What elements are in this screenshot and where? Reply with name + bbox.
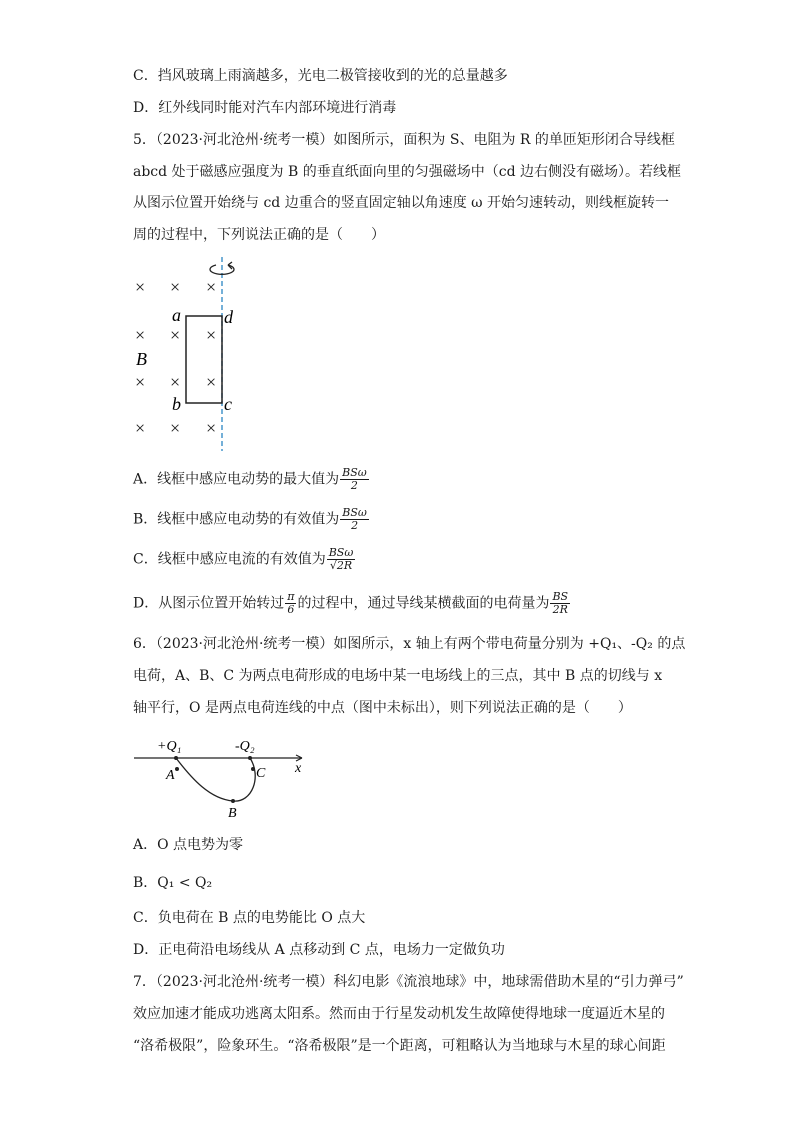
q5-stem-line-1: 5．（2023·河北沧州·统考一模）如图所示，面积为 S、电阻为 R 的单匝矩形闭合导线框 — [133, 132, 675, 148]
q6-stem-line-3: 轴平行，O 是两点电荷连线的中点（图中未标出），则下列说法正确的是（ ） — [133, 700, 632, 716]
charge-q1-label: +Q₁ — [157, 739, 182, 754]
q5-option-d: D．从图示位置开始转过 $\frac{\pi}{6}$ 的过程中，通过导线某横截面的电荷量为 $\frac{BS}{2R}$ — [133, 590, 569, 616]
q5-stem-line-2: abcd 处于磁感应强度为 B 的垂直纸面向里的匀强磁场中（cd 边右侧没有磁场）。若线框 — [133, 164, 682, 180]
point-B — [231, 799, 235, 803]
label-b: b — [172, 394, 181, 414]
q4-option-c: C．挡风玻璃上雨滴越多，光电二极管接收到的光的总量越多 — [133, 68, 508, 84]
q5-stem-line-3: 从图示位置开始绕与 cd 边重合的竖直固定轴以角速度 ω 开始匀速转动，则线框旋转一 — [133, 195, 670, 211]
cross-mark: × — [135, 277, 146, 297]
cross-mark: × — [206, 325, 217, 345]
x-axis-label: x — [295, 761, 302, 776]
q5-option-c: C．线框中感应电流的有效值为 $\frac{\text{BSω}}{√2R}$ — [133, 546, 354, 572]
point-C-label: C — [256, 766, 266, 781]
cross-mark: × — [206, 418, 217, 438]
cross-mark: × — [170, 418, 181, 438]
point-C — [251, 767, 255, 771]
q6-option-a: A．O 点电势为零 — [133, 837, 244, 853]
label-c: c — [224, 394, 232, 414]
q6-option-b: B．Q₁ < Q₂ — [133, 875, 213, 891]
q5-figure-magnetic-field — [128, 255, 258, 455]
label-B: B — [136, 349, 147, 369]
cross-mark: × — [206, 277, 217, 297]
q6-stem-line-2: 电荷，A、B、C 为两点电荷形成的电场中某一电场线上的三点，其中 B 点的切线与 x — [133, 668, 663, 684]
q4-option-d: D．红外线同时能对汽车内部环境进行消毒 — [133, 100, 397, 116]
q7-stem-line-3: “洛希极限”，险象环生。“洛希极限”是一个距离，可粗略认为当地球与木星的球心间距 — [133, 1038, 666, 1054]
q6-stem-line-1: 6．（2023·河北沧州·统考一模）如图所示，x 轴上有两个带电荷量分别为 +Q₁、-Q₂ 的点 — [133, 636, 686, 652]
point-A-label: A — [166, 768, 175, 783]
q6-option-d: D．正电荷沿电场线从 A 点移动到 C 点，电场力一定做负功 — [133, 942, 505, 958]
cross-mark: × — [206, 372, 217, 392]
q7-stem-line-1: 7．（2023·河北沧州·统考一模）科幻电影《流浪地球》中，地球需借助木星的“引力弹弓” — [133, 974, 684, 990]
q5-stem-line-4: 周的过程中，下列说法正确的是（ ） — [133, 227, 385, 243]
cross-mark: × — [170, 277, 181, 297]
point-A — [175, 767, 179, 771]
q6-figure-electric-field — [130, 733, 315, 823]
q6-option-c: C．负电荷在 B 点的电势能比 O 点大 — [133, 910, 366, 926]
cross-mark: × — [170, 372, 181, 392]
q5-option-a: A．线框中感应电动势的最大值为 $\frac{\text{BSω}}{2}$ — [133, 466, 367, 492]
cross-mark: × — [135, 325, 146, 345]
label-d: d — [224, 307, 233, 327]
wire-frame-abcd — [186, 316, 222, 403]
q5-option-b: B．线框中感应电动势的有效值为 $\frac{\text{BSω}}{2}$ — [133, 506, 367, 532]
cross-mark: × — [135, 372, 146, 392]
q7-stem-line-2: 效应加速才能成功逃离太阳系。然而由于行星发动机发生故障使得地球一度逼近木星的 — [133, 1006, 665, 1022]
field-line — [176, 758, 255, 801]
label-a: a — [172, 305, 181, 325]
point-B-label: B — [228, 806, 237, 821]
cross-mark: × — [170, 325, 181, 345]
charge-q2-label: -Q₂ — [235, 739, 255, 754]
cross-mark: × — [135, 418, 146, 438]
